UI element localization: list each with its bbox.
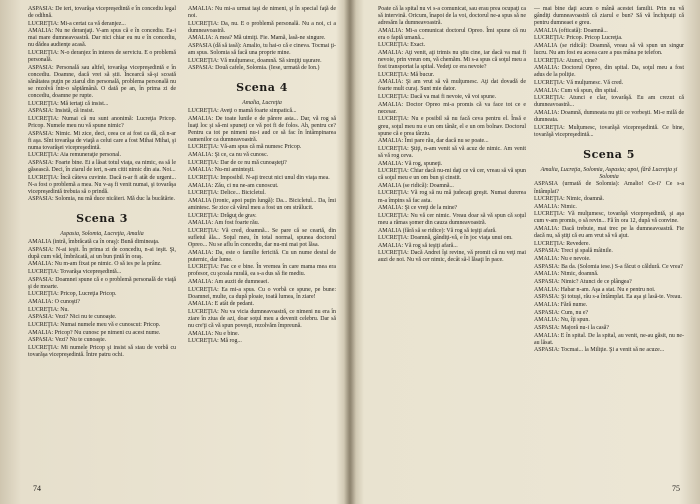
dialogue-line: ASPASIA: Solomia, nu mă duce nicăieri. Mă duc la bucătărie. [28, 196, 176, 203]
dialogue-line: LUCREŢIA: Doamnă, gândiţi-vă, e în joc viaţa unui om. [378, 235, 513, 242]
dialogue-line: ASPASIA: Vezi? Nici nu te cunoaşte. [28, 314, 117, 321]
left-col2-bottom-dialogue [188, 108, 336, 345]
dialogue-line: ASPASIA: Insistă, că insist. [28, 108, 95, 115]
scene-3-stage-direction: Aspasia, Solomia, Lucreţia, Amalia [60, 231, 144, 238]
dialogue-line: ASPASIA (urmată de Solomia): Amalio! Ce-i? Ce s-a întâmplat? [534, 181, 684, 195]
dialogue-line: ASPASIA: Treci şi spală mâinile. [534, 248, 613, 255]
dialogue-line: AMALIA: Dacă trebuie, mai trec pe la dumneavoastră. Fie dacă nu, să ştiţi că eu am vrut să vă ajut. [534, 226, 684, 240]
dialogue-line: AMALIA: Nimic. [534, 203, 577, 210]
dialogue-line: AMALIA: Nu-mi aminteşti. [188, 167, 255, 174]
dialogue-line: ASPASIA: Vezi? Nu te cunoaşte. [28, 337, 107, 344]
dialogue-line: LUCREŢIA: Tovarăşa vicepreşedintă... [28, 269, 122, 275]
dialogue-line: ASPASIA: Nimic? Atunci de ce plângea? [534, 279, 632, 286]
dialogue-line: LUCREŢIA: Dar de ce nu mă cunoaşteţi? [188, 159, 287, 166]
dialogue-line: LUCREŢIA: Pricop. Pricop Lucreţia. [534, 35, 623, 42]
right-col2-top-dialogue [534, 6, 684, 139]
left-column-2 [188, 6, 336, 346]
dialogue-line: LUCREŢIA: Mă rog... [188, 338, 242, 345]
dialogue-line: LUCREŢIA: Pricop, Lucreţia Pricop. [28, 291, 117, 298]
dialogue-line: AMALIA: Am fost foarte rău. [188, 220, 260, 227]
dialogue-line: AMALIA: Doctor Opreo mi-a promis că va face tot ce e necesar. [378, 101, 526, 115]
dialogue-line: LUCREŢIA: Încă câteva cuvinte. Dacă n-ar fi atât de urgent... N-a fost o problemă a mea. Nu v-aş fi venit numai, şi tovarăşa vicepreşedintă trebuia să o prindă. [28, 174, 176, 195]
dialogue-line: LUCREŢIA: Revedere. [534, 240, 590, 247]
dialogue-line: LUCREŢIA: Exact. [378, 42, 426, 49]
dialogue-line: LUCREŢIA: Nu vă cer nimic. Vreau doar să vă spun că soţul meu a rămas şomer din cauza dumneavoastră. [378, 212, 526, 226]
dialogue-line: LUCREŢIA: Chiar dacă nu-mi daţi ce vă cer, vreau să vă spun că soţul meu e un om bun şi cinstit. [378, 168, 526, 182]
left-col2-top-dialogue [188, 6, 336, 72]
dialogue-line: AMALIA: Nu mi-a urmat iaşi de nimeni, şi în special faţă de noi. [188, 6, 336, 20]
dialogue-line: LUCREŢIA: Nimic, doamnă. [534, 196, 605, 203]
right-column-2 [534, 6, 684, 355]
dialogue-line: AMALIA: Zău, ci nu ne-am cunoscut. [188, 182, 279, 189]
scene-4-stage-direction: Amalia, Lucreţia [242, 100, 282, 107]
right-col1-dialogue [378, 6, 526, 265]
dialogue-line: LUCREŢIA: Aveţi o mamă foarte simpatică... [188, 108, 297, 115]
dialogue-line: AMALIA: Doamnă, dumneata nu ştii ce vorbeşti. Mi-e milă de dumneata. [534, 110, 684, 124]
dialogue-line: LUCREŢIA: Imposibil. N-aţi trecut nici unul din viaţa mea. [188, 175, 330, 182]
dialogue-line: LUCREŢIA: Vă mulţumesc. Vă cred. [534, 80, 624, 87]
dialogue-line: — mai bine daţi acum o mână acestei familii. Prin nu vă gândiţi dumneavoastră că ziarul e bun? Să vă închipuiţi că pentru dumneaei e greu. [534, 6, 684, 27]
right-column-1 [378, 6, 526, 265]
dialogue-line: AMALIA (fără să se ridice): Vă rog să ieşiţi afară. [378, 227, 497, 234]
dialogue-line: AMALIA: Nu m-am fixat pe nimic. O să ies pe la prânz. [28, 261, 162, 268]
dialogue-line: AMALIA: Am auzit de dumneaei. [188, 279, 269, 286]
dialogue-line: LUCREŢIA: Numai numele meu vă e cunoscut: Pricop. [28, 321, 161, 328]
dialogue-line: LUCREŢIA: Vă mulţumesc, tovarăşă vicepreşedintă, şi aşa cum v-am promis, o să revin... Fă în ora 12, după vă convine. [534, 211, 684, 225]
dialogue-line: AMALIA: E atât de pedant. [188, 301, 254, 308]
dialogue-line: AMALIA (se ridică): Doamnă, vreau să vă spun un singur lucru. Nu am fost eu aceea care a pus mâna pe telefon. [534, 43, 684, 57]
dialogue-line: AMALIA: A mea? Mă uimiţi. Fie. Mamă, lasă-ne singure. [188, 35, 326, 42]
dialogue-line: ASPASIA: Personală sau altfel, tovarăşa vicepreşedintă e în concediu. Doamne, dacă vrei să știi. Încearcă să-şi scoată sănătatea puţin pe ziarul din personală, problema personală nu se rezolvă într-o săptămână. O dată pe an, în prima zi de concediu, doamne pe rupte. [28, 64, 176, 99]
dialogue-line: AMALIA (ironic, apoi puţin lungă): Da... Bicicletul... Da, îmi amintesc. Se zice că vărul meu a fost un om strălucit. [188, 197, 336, 211]
dialogue-line: AMALIA (se ridică): Doamnă... [378, 182, 454, 189]
right-page [352, 0, 700, 504]
dialogue-line: Poate că la spital nu vi s-a comunicat, sau erau prea ocupaţi ca să intervină. Oricum, înapoi de la voi, doctorul ne-a spus să ne adresăm la dumneavoastră. [378, 6, 526, 27]
dialogue-line: LUCREŢIA: Mi-a certat ca vă deranjez... [28, 20, 126, 27]
page-number-right: 75 [672, 484, 680, 493]
page-number-left: 74 [33, 484, 41, 493]
dialogue-line: LUCREŢIA: Aia remuneraţie personal. [28, 152, 121, 159]
dialogue-line: ASPASIA: Tocmai... la Miliţie. Şi a venit să ne acuze... [534, 347, 665, 354]
dialogue-line: LUCREŢIA: Dacă va mai fi nevoie, vă voi spune. [378, 94, 497, 101]
dialogue-line: LUCREŢIA: Vă rog să nu mă judecaţi greşit. Numai durerea m-a împins să fac asta. [378, 190, 526, 204]
dialogue-line: LUCREŢIA: Drăguţ de grav. [188, 212, 257, 219]
dialogue-line: LUCREŢIA: Atunci, cine? [534, 57, 598, 64]
left-page [0, 0, 348, 504]
dialogue-line: ASPASIA: De ieri, tovarăşa vicepreşedintă e în concediu legal de odihnă. [28, 6, 176, 20]
dialogue-line: LUCREŢIA: Vă mulţumesc, doamnă. Să simţiţi uşurare. [188, 57, 322, 64]
dialogue-line: AMALIA: Da, este o familie fericită. Cu un nume destul de puternic, dar lume. [188, 249, 336, 263]
dialogue-line: LUCREŢIA: Atunci e clar, tovarăşă. Eu am crezut că dumneavoastră... [534, 95, 684, 109]
dialogue-line: AMALIA (ofticată): Doamnă... [534, 27, 608, 34]
dialogue-line: LUCREŢIA: Vă-am spus că mă numesc Pricop. [188, 144, 302, 151]
dialogue-line: AMALIA: O cunoşti? [28, 298, 81, 305]
dialogue-line: LUCREŢIA: N-o deranjez în interes de serviciu. E o problemă personală. [28, 50, 176, 64]
dialogue-line: ASPASIA: N-ai ieşit. În prima zi de concediu, n-ai ieşit. Şi, după cum văd, îmbrăcată, ai un bun ţintă în oraş. [28, 246, 176, 260]
scene-4-heading: Scena 4 [236, 81, 288, 95]
left-column-1 [28, 6, 176, 360]
dialogue-line: LUCREŢIA: Numai că nu sunt anonimă: Lucreţia Pricop. Pricop. Numele meu nu vă spune nimic? [28, 115, 176, 129]
dialogue-line: LUCREŢIA: Fac ce e bine. În vremea în care mama mea era profesor, cu şcoala rurală, ea s-a dus să fie mediu. [188, 264, 336, 278]
dialogue-line: AMALIA: De toate lunile e de părere asta... Dar, vă rog să luaţi loc şi să-mi spuneţi ce vă pot fi de folos. Ah, pentru ce? Pentru ca tot pe nimeni nu-i aud ce să fac în întâmpinarea oamenilor ca dumneavoastră. [188, 115, 336, 143]
dialogue-line: AMALIA: Pricop? Nu cunosc pe nimeni cu acest nume. [28, 329, 161, 336]
dialogue-line: AMALIA: Aţi venit, aţi trimis nu ştiu cine, iar dacă va mai fi nevoie, prin vreun om, vă chemăm. Mi s-a spus că soţul meu a fost transportat la spital. Vedeţi ce era nevoie? [378, 50, 526, 71]
dialogue-line: ASPASIA: Cum, nu e? [534, 309, 589, 316]
dialogue-line: AMALIA: Habar n-am. Aşa a stat. Nu e pentru noi. [534, 286, 656, 293]
dialogue-line: AMALIA: Cum vă spun, din spital. [534, 87, 618, 94]
left-col1-bottom-dialogue [28, 239, 176, 359]
left-col1-top-dialogue [28, 6, 176, 203]
dialogue-line: LUCREŢIA: Mulţumesc, tovarăşă vicepreşedintă. Ce bine, tovarăşă vicepreşedintă... [534, 124, 684, 138]
right-col2-bottom-dialogue [534, 181, 684, 354]
dialogue-line: AMALIA: Vă rog să ieşiţi afară... [378, 242, 458, 249]
scene-5-heading: Scena 5 [583, 147, 635, 161]
dialogue-line: LUCREŢIA: Nu va vicia dumneavoastră, ce nimeni nu era în ziare în ziua de azi, doar soţul meu a devenit celebru. Dar să nu cre'ţi că vă spun poveşti, rezolvăm împreună. [188, 308, 336, 330]
dialogue-line: AMALIA: Şi am vrut să vă mulţumesc. Aţi dat dovadă de foarte mult curaj. Sunt mie dator. [378, 79, 526, 93]
dialogue-line: LUCREŢIA: Mi numele Pricop şi insist să stau de vorbă cu tovarăşa vicepreşedintă. Între patru ochi. [28, 344, 176, 358]
dialogue-line: ASPASIA: Nimic. Mi zice, deci, ceea ce ai fost ca dă, că n-ar fi aşa. Sînt tovarăşa de viaţă a celui care a fost Mihai Mihai, şi numa tovarăşei vicepreşedintă. [28, 130, 176, 151]
scene-5-stage-direction: Amalia, Lucreţia, Solomia, Aspasia; apoi, fără Lucreţia şi Solomia [540, 166, 678, 180]
dialogue-line: ASPASIA: Doamnei spune că e o problemă personală de viaţă şi de moarte. [28, 276, 176, 290]
dialogue-line: LUCREŢIA: Delice... Bicicletul. [188, 190, 266, 197]
dialogue-line: AMALIA: Nu, îţi spun. [534, 317, 590, 324]
dialogue-line: LUCREŢIA: Mă iertaţi că insist... [28, 100, 109, 107]
dialogue-line: LUCREŢIA: Ea mi-a spus. Cu o vorbă ce spune, pe bune: Doamnei, multe, ca după ploaie, toată lumea, în ziare! [188, 286, 336, 300]
dialogue-line: AMALIA: Mi-a comunicat doctorul Opreo. Îmi spune că nu era o faptă umană... [378, 27, 526, 41]
dialogue-line: ASPASIA: Ba da. (Solomia iese.) S-a făcut o căldură. Ce vrea? [534, 263, 683, 270]
scene-3-heading: Scena 3 [76, 212, 128, 226]
dialogue-line: AMALIA: Îmi pare rău, dar dacă nu se poate... [378, 138, 489, 145]
dialogue-line: AMALIA: E în spital. De la spital, au venit, ne-au găsit, nu ne-au lăsat. [534, 332, 684, 346]
dialogue-line: LUCREŢIA: Vă cred, doamnă... Se pare că se ceartă, din sufletul ăla... Soţul meu, în total normal, spunea doctorul Opreo... Nu se aflu în concediu, dar nu-mi mai pot lăsa. [188, 227, 336, 248]
dialogue-line: AMALIA: Vă rog, spuneţi. [378, 160, 443, 167]
dialogue-line: ASPASIA: Majoră nu-i la casă? [534, 324, 610, 331]
dialogue-line: LUCREŢIA: Nu. [28, 306, 69, 313]
dialogue-line: LUCREŢIA: Da, nu. E o problemă personală. Nu a noi, ci a dumneavoastră. [188, 20, 336, 34]
dialogue-line: LUCREŢIA: Nu e posibil să nu facă ceva pentru el. Însă e greu, soţul meu nu e un om tânăr, el e un om bolnav. Doctorul spune că e prea târziu. [378, 116, 526, 137]
dialogue-line: AMALIA: Nu e nevoie. [534, 256, 591, 263]
dialogue-line: AMALIA: Fără nume. [534, 301, 588, 308]
dialogue-line: AMALIA: Nu e bine. [188, 330, 240, 337]
dialogue-line: AMALIA: Doctorul Opreo, din spital. Da, soţul meu a fost adus de la poliţie. [534, 65, 684, 79]
dialogue-line: ASPASIA (dă să iasă): Amalio, tu hai-o că e cineva. Tocmai ţi-am spus. Solomia să facă una proprie mine. [188, 43, 336, 57]
dialogue-line: ASPASIA: Şi totuşi, rău s-a întâmplat. Ea aşa şi lasă-te. Vreau. [534, 294, 682, 301]
dialogue-line: LUCREŢIA: Ştiţi, n-am venit să vă acuz de nimic. Am venit să vă rog ceva. [378, 145, 526, 159]
dialogue-line: ASPASIA: Două cafele, Solomia. (Iese, urmată de Ion.) [188, 65, 320, 72]
dialogue-line: ASPASIA: Foarte bine. Ei a lăsat totul viaţa, ea nimic, ea să le găsească. Deci, în ziarul de ieri, n-am citit nimic din aia. Noi... [28, 159, 176, 173]
dialogue-line: AMALIA: Nu ne deranjaţi. V-am spus că e în concediu. Ea-i mai mare dumneavoastră. Dar nici chiar eu nu e în concediu, nu dădea audienţe acasă. [28, 28, 176, 49]
dialogue-line: AMALIA: Şi ce vreţi de la mine? [378, 205, 458, 212]
dialogue-line: AMALIA: Nimic, doamnă. [534, 271, 599, 278]
dialogue-line: LUCREŢIA: Mă bucur. [378, 71, 435, 78]
dialogue-line: AMALIA: Şi ce, ca nu vă cunosc. [188, 152, 269, 159]
dialogue-line: AMALIA (intră, îmbrăcată ca în oraş): Bună dimineaţa. [28, 239, 160, 246]
dialogue-line: LUCREŢIA: Dacă Andrei îşi revine, vă promit că nu veţi mai auzi de noi. Nu vă cer nimic, decât să-l lăsaţi în pace. [378, 250, 526, 264]
